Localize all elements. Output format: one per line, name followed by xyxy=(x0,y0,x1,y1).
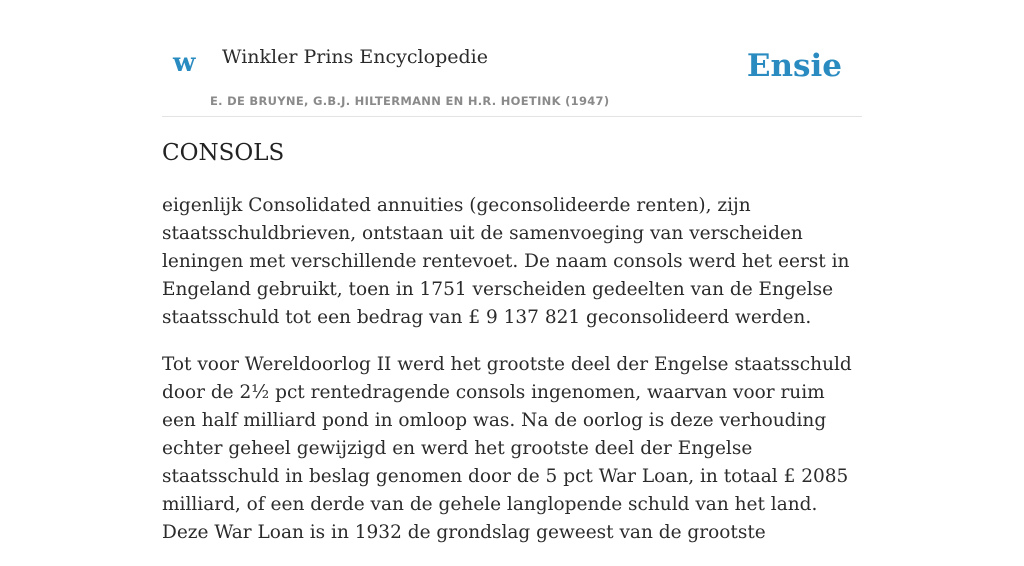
page xyxy=(162,0,862,543)
authors-line: E. DE BRUYNE, G.B.J. HILTERMANN EN H.R. HOETINK (1947) xyxy=(210,94,610,108)
article-headword: CONSOLS xyxy=(162,140,285,166)
article-paragraph: eigenlijk Consolidated annuities (geconsolideerde renten), zijn staatsschuldbrieven, ontstaan uit de samenvoeging van verscheiden leningen met verschillende rentevoet. De naam consols werd het eerst in Engeland gebruikt, toen in 1751 verscheiden gedeelten van de Engelse staatsschuld tot een bedrag van £ 9 137 821 geconsolideerd werden. xyxy=(162,195,850,328)
ensie-logo[interactable]: Ensie xyxy=(746,48,842,84)
article-body xyxy=(162,192,862,566)
site-header xyxy=(162,0,862,117)
wp-logo-icon[interactable]: w xyxy=(173,48,196,78)
article-paragraph: Tot voor Wereldoorlog II werd het grootste deel der Engelse staatsschuld door de 2½ pct rentedragende consols ingenomen, waarvan voor ruim een half milliard pond in omloop was. Na de oorlog is deze verhouding echter geheel gewijzigd en werd het grootste deel der Engelse staatsschuld in beslag genomen door de 5 pct War Loan, in totaal £ 2085 milliard, of een derde van de gehele langlopende schuld van het land. Deze War Loan is in 1932 de grondslag geweest van de grootste xyxy=(162,354,852,543)
encyclopedia-title[interactable]: Winkler Prins Encyclopedie xyxy=(222,46,488,68)
